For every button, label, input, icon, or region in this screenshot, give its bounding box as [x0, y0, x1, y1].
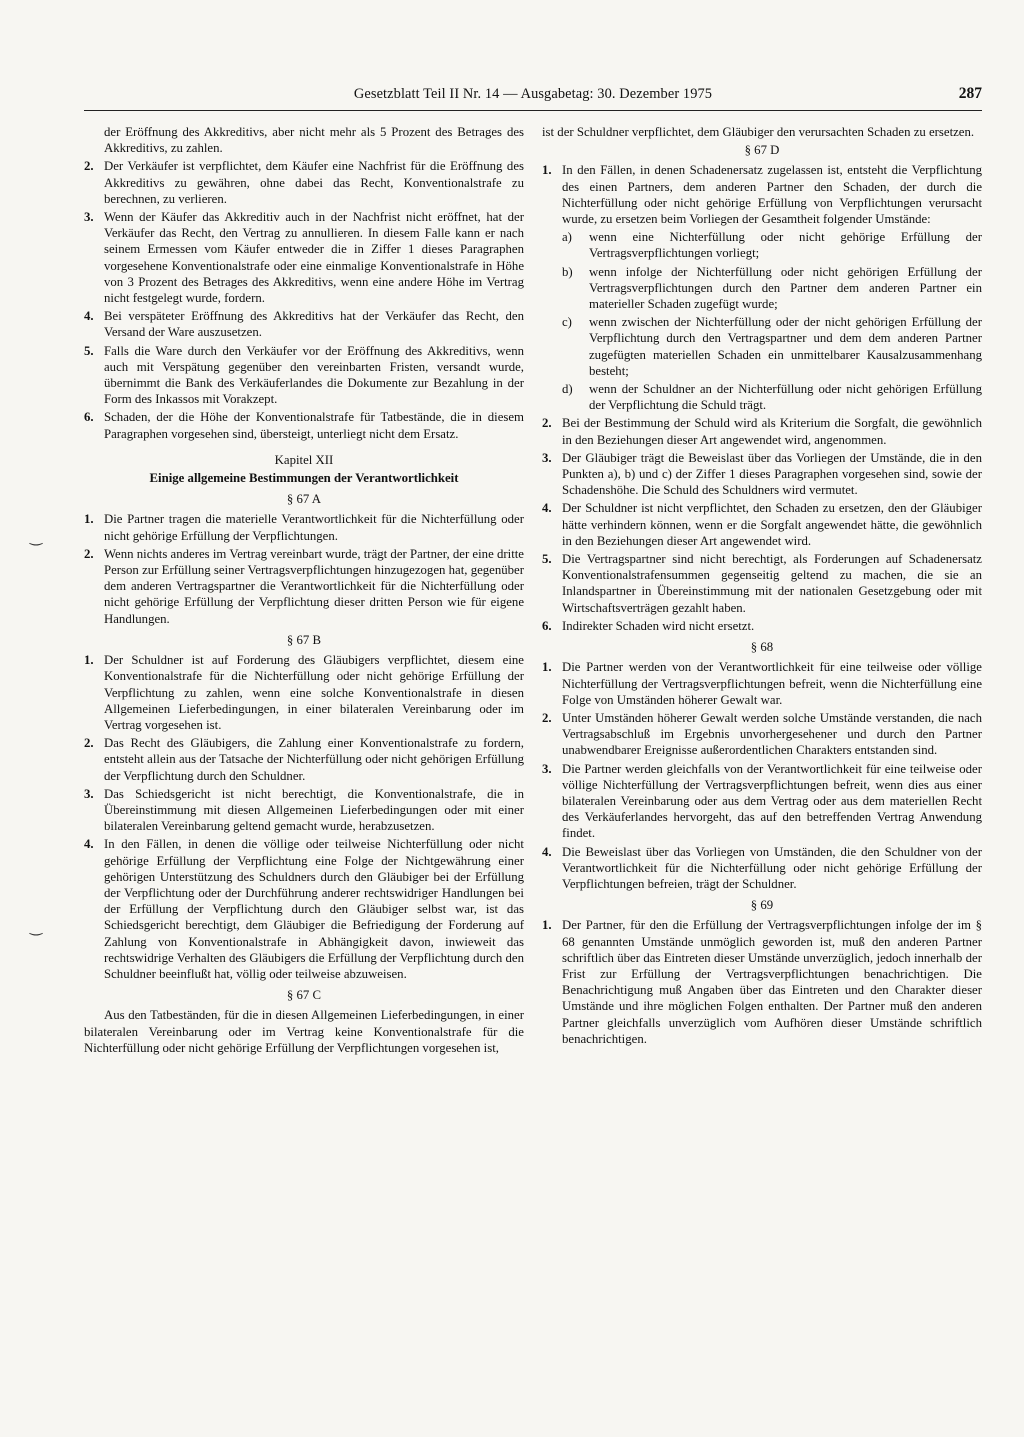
item-number: 1. [84, 512, 94, 527]
item-number: 5. [542, 552, 552, 567]
item-number: 1. [542, 660, 552, 675]
item-number: 4. [542, 844, 552, 859]
paragraph: Aus den Tatbeständen, für die in diesen Allgemeinen Lieferbedingungen, in einer bilateralen Vereinbarung oder im Vertrag keine Konventionalstrafe für die Nichterfüllung oder nicht gehörige Erfüllung der Verpflichtungen vorgesehen ist, [84, 1008, 524, 1055]
item-number: 1. [84, 653, 94, 668]
paragraph: ist der Schuldner verpflichtet, dem Gläubiger den verursachten Schaden zu ersetzen. [542, 125, 975, 139]
list-item [542, 450, 982, 499]
list-item [84, 343, 524, 408]
item-number: 4. [84, 837, 94, 852]
item-number: 3. [84, 786, 94, 801]
sub-item-mark: d) [562, 382, 573, 397]
list-item [84, 209, 524, 306]
item-text: Indirekter Schaden wird nicht ersetzt. [562, 618, 755, 633]
list-item [542, 551, 982, 616]
item-text: Das Recht des Gläubigers, die Zahlung einer Konventionalstrafe zu fordern, entsteht allein aus der Tatsache der Nichterfüllung oder nicht gehörigen Erfüllung der Verpflichtung durch den Schuldner. [104, 736, 524, 783]
sub-item [542, 264, 982, 313]
item-text: Der Partner, für den die Erfüllung der Vertragsverpflichtungen infolge der im § 68 genannten Umstände unmöglich geworden ist, muß den anderen Partner schriftlich über das Eintreten dieser Umstände unverzüglich, jedoch innerhalb der Frist zur Erfüllung der Vertragsverpflichtungen benachrichtigen. Die Benachrichtigung muß Angaben über das Eintreten und den Charakter dieser Umstände und ihre möglichen Folgen enthalten. Der Partner muß den anderen Partner gleichfalls unverzüglich vom Aufhören dieser Umstände schriftlich benachrichtigen. [562, 918, 982, 1046]
list-item [84, 652, 524, 733]
list-item [84, 836, 524, 982]
item-text: Der Schuldner ist auf Forderung des Gläubigers verpflichtet, diesem eine Konventionalstrafe für die Nichterfüllung oder nicht gehörige Erfüllung der Verpflichtung zu zahlen, wenn eine solche Konventionalstrafe in diesen Allgemeinen Lieferbedingungen, in einer bilateralen Vereinbarung oder im Vertrag vorgesehen ist. [104, 653, 524, 732]
list-item [84, 409, 524, 441]
item-number: 5. [84, 343, 94, 358]
section-heading-67a: § 67 A [286, 492, 322, 507]
list-item [84, 158, 524, 207]
item-text: Das Schiedsgericht ist nicht berechtigt, die Konventionalstrafe, die in Übereinstimmung mit diesen Allgemeinen Lieferbedingungen oder mit einer bilateralen Vereinbarung geltend gemacht wurde, herabzusetzen. [104, 786, 524, 834]
item-number: 1. [542, 918, 552, 933]
header-title: Gesetzblatt Teil II Nr. 14 — Ausgabetag: 30. Dezember 1975 [353, 86, 713, 102]
item-text: Der Schuldner ist nicht verpflichtet, den Schaden zu ersetzen, den der Gläubiger hätte verhindern können, wenn er die Sorgfalt angewendet hätte, die gewöhnlich in den Beziehungen dieser Art angewendet wird. [562, 501, 982, 548]
list-item [542, 761, 982, 842]
item-number: 6. [84, 410, 94, 425]
item-number: 1. [542, 163, 552, 178]
item-text: Der Verkäufer ist verpflichtet, dem Käufer eine Nachfrist für die Eröffnung des Akkreditivs zu gewähren, ohne dabei das Recht, Konventionalstrafe zu berechnen, zu verlieren. [104, 159, 524, 206]
item-text: Falls die Ware durch den Verkäufer vor der Eröffnung des Akkreditivs, wenn auch mit Verspätung gegenüber den vereinbarten Fristen, versandt wurde, übernimmt die Bank des Verkäuferlandes die Dokumente zur Bezahlung in der Form des Inkassos mit Vorakzept. [104, 343, 524, 407]
chapter-label: Kapitel XII [274, 452, 334, 467]
item-text: Die Beweislast über das Vorliegen von Umständen, die den Schuldner von der Verantwortlichkeit für die Nichterfüllung oder nicht gehörige Erfüllung der Verpflichtungen befreien, trägt der Schuldner. [562, 844, 982, 891]
list-item [84, 308, 524, 340]
sub-item [542, 229, 982, 261]
list-item [84, 735, 524, 784]
sub-item [542, 381, 982, 413]
section-heading-67d: § 67 D [744, 143, 780, 158]
list-item [542, 415, 982, 447]
item-number: 6. [542, 618, 552, 633]
paragraph: der Eröffnung des Akkreditivs, aber nicht mehr als 5 Prozent des Betrages des Akkreditivs, zu zahlen. [104, 125, 524, 156]
section-heading-68: § 68 [750, 640, 774, 655]
item-number: 3. [84, 210, 94, 225]
section-heading-67b: § 67 B [286, 632, 322, 647]
left-column [84, 124, 524, 1058]
sub-item-text: wenn infolge der Nichterfüllung oder nicht gehörigen Erfüllung der Vertragsverpflichtungen durch den Partner dem anderen Partner ein materieller Schaden zugefügt wurde; [589, 264, 982, 312]
item-text: In den Fällen, in denen die völlige oder teilweise Nichterfüllung oder nicht gehörige Erfüllung der Verpflichtung eine Folge der Nichtgewährung einer gehörigen Unterstützung des Schuldners durch den Gläubiger bei der Erfüllung der Verpflichtung oder der Durchführung anderer rechtswidriger Handlungen bei der Erfüllung der Verpflichtung durch den Gläubiger selbst war, ist das Schiedsgericht berechtigt, dem Gläubiger die Befriedigung der Forderung auf Zahlung von Konventionalstrafe in Abhängigkeit davon, inwieweit das rechtswidrige Verhalten des Gläubigers die Erfüllung der Verpflichtung durch den Schuldner beeinflußt hat, völlig oder teilweise abzuweisen. [104, 837, 524, 981]
section-heading-69: § 69 [750, 898, 774, 913]
item-text: In den Fällen, in denen Schadenersatz zugelassen ist, entsteht die Verpflichtung des einen Partners, dem anderen Partner den Schaden, der durch die Nichterfüllung oder nicht gehörige Erfüllung von Verpflichtungen verursacht wurde, zu ersetzen beim Vorliegen der Gesamtheit folgender Umstände: [562, 163, 982, 227]
list-item [542, 618, 982, 634]
item-text: Bei verspäteter Eröffnung des Akkreditivs hat der Verkäufer das Recht, den Versand der Ware auszusetzen. [104, 309, 524, 340]
list-item [84, 546, 524, 627]
item-text: Der Gläubiger trägt die Beweislast über das Vorliegen der Umstände, die in den Punkten a), b) und c) der Ziffer 1 dieses Paragraphen vorgesehen sind, sowie der Schadenshöhe. Die Schuld des Schuldners wird vermutet. [562, 450, 982, 498]
list-item [542, 844, 982, 893]
item-number: 2. [84, 736, 94, 751]
sub-item-text: wenn der Schuldner an der Nichterfüllung oder nicht gehörigen Erfüllung der Verpflichtung die Schuld trägt. [589, 382, 982, 413]
item-text: Bei der Bestimmung der Schuld wird als Kriterium die Sorgfalt, die gewöhnlich in den Beziehungen dieser Art angewendet wird, angenommen. [562, 416, 982, 447]
list-item [84, 511, 524, 543]
sub-item [542, 314, 982, 379]
chapter-title: Einige allgemeine Bestimmungen der Verantwortlichkeit [149, 471, 459, 486]
margin-mark: ‿ [30, 528, 43, 546]
section-heading-67c: § 67 C [286, 988, 322, 1003]
item-number: 2. [84, 546, 94, 561]
list-item [542, 162, 982, 227]
item-number: 4. [542, 501, 552, 516]
right-column [542, 124, 982, 1049]
item-text: Unter Umständen höherer Gewalt werden solche Umstände verstanden, die nach Vertragsabschluß im Ergebnis unvorhergesehener und durch den Partner unabwendbarer Ereignisse außerordentlichen Charakters entstanden sind. [562, 710, 982, 758]
item-number: 3. [542, 761, 552, 776]
item-text: Schaden, der die Höhe der Konventionalstrafe für Tatbestände, die in diesem Paragraphen vorgesehen sind, übersteigt, unterliegt nicht dem Ersatz. [104, 410, 524, 441]
item-number: 4. [84, 309, 94, 324]
item-number: 2. [84, 159, 94, 174]
list-item [542, 659, 982, 708]
sub-item-mark: a) [562, 230, 572, 245]
list-item [542, 710, 982, 759]
sub-item-mark: b) [562, 264, 573, 279]
item-text: Die Vertragspartner sind nicht berechtigt, als Forderungen auf Schadenersatz Konventionalstrafensummen gegenseitig geltend zu machen, die sie an Inlandspartner in Übereinstimmung mit der nationalen Gesetzgebung oder mit Wirtschaftsverträgen gezahlt haben. [562, 552, 982, 615]
item-number: 2. [542, 710, 552, 725]
item-text: Wenn nichts anderes im Vertrag vereinbart wurde, trägt der Partner, der eine dritte Person zur Erfüllung seiner Vertragsverpflichtungen hinzugezogen hat, gegenüber dem anderen Vertragspartner die Verantwortlichkeit für die Nichterfüllung oder nicht gehörige Erfüllung der Verpflichtung dieser dritten Person wie für eigene Handlungen. [104, 546, 524, 626]
list-item [84, 786, 524, 835]
sub-item-mark: c) [562, 315, 572, 330]
item-text: Die Partner tragen die materielle Verantwortlichkeit für die Nichterfüllung oder nicht gehörige Erfüllung der Verpflichtungen. [104, 512, 524, 543]
sub-item-text: wenn zwischen der Nichterfüllung oder der nicht gehörigen Erfüllung der Verpflichtung durch den Vertragspartner und dem dem anderen Partner zugefügten materiellen Schaden ein unmittelbarer Kausalzusammenhang besteht; [589, 315, 982, 378]
sub-item-text: wenn eine Nichterfüllung oder nicht gehörige Erfüllung der Vertragsverpflichtungen vorliegt; [589, 230, 982, 261]
list-item [542, 500, 982, 549]
margin-mark: ‿ [30, 918, 43, 936]
item-number: 3. [542, 450, 552, 465]
page-header [84, 84, 982, 111]
item-text: Wenn der Käufer das Akkreditiv auch in der Nachfrist nicht eröffnet, hat der Verkäufer das Recht, den Vertrag zu annullieren. In diesem Falle kann er nach seinem Ermessen vom Käufer entweder die in Ziffer 1 dieses Paragraphen vorgesehene Konventionalstrafe oder eine einmalige Konventionalstrafe in Höhe von 3 Prozent des Betrages des Akkreditivs, wenn eine andere Höhe im Vertrag nicht festgelegt wurde, fordern. [104, 210, 524, 306]
item-text: Die Partner werden gleichfalls von der Verantwortlichkeit für eine teilweise oder völlige Nichterfüllung der Vertragsverpflichtungen befreit, wenn dies aus einer bilateralen Vereinbarung oder aus dem Vertrag oder aus dem materiellen Recht des Verkäuferlandes hervorgeht, das auf den betreffenden Vertrag Anwendung findet. [562, 761, 982, 841]
page-number: 287 [958, 85, 982, 102]
list-item [542, 917, 982, 1047]
item-text: Die Partner werden von der Verantwortlichkeit für eine teilweise oder völlige Nichterfüllung der Vertragsverpflichtungen befreit, wenn die Nichterfüllung eine Folge von Umständen höherer Gewalt war. [562, 660, 982, 707]
item-number: 2. [542, 416, 552, 431]
